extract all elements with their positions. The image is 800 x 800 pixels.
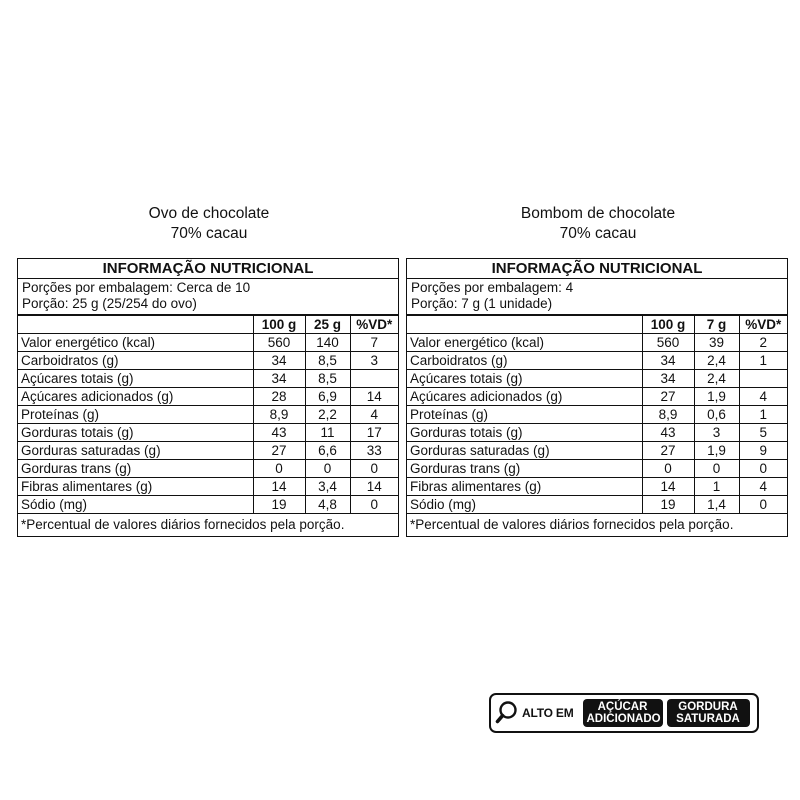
row-value-vd: 14 xyxy=(350,478,398,496)
table-row xyxy=(18,388,398,406)
row-label: Valor energético (kcal) xyxy=(18,334,253,352)
table-row xyxy=(407,406,787,424)
portion-line: Porção: 25 g (25/254 do ovo) xyxy=(22,296,197,311)
row-value-vd: 1 xyxy=(739,406,787,424)
row-label: Gorduras saturadas (g) xyxy=(407,442,642,460)
high-in-warning-seal xyxy=(489,693,759,733)
nutrition-panel xyxy=(406,258,788,537)
row-value-portion: 6,9 xyxy=(305,388,350,406)
row-label: Proteínas (g) xyxy=(407,406,642,424)
row-value-portion: 1,4 xyxy=(694,496,739,514)
table-row xyxy=(407,496,787,514)
seal-added-sugar-box xyxy=(583,699,663,727)
row-value-vd: 0 xyxy=(350,496,398,514)
seal-box1-line1: AÇÚCAR xyxy=(597,701,648,713)
row-label: Valor energético (kcal) xyxy=(407,334,642,352)
row-value-portion: 1,9 xyxy=(694,442,739,460)
row-value-100g: 14 xyxy=(253,478,305,496)
table-row xyxy=(18,406,398,424)
row-value-vd: 17 xyxy=(350,424,398,442)
table-row xyxy=(407,478,787,496)
row-value-100g: 34 xyxy=(642,352,694,370)
row-value-portion: 4,8 xyxy=(305,496,350,514)
row-label: Açúcares adicionados (g) xyxy=(18,388,253,406)
row-value-portion: 2,2 xyxy=(305,406,350,424)
row-value-portion: 39 xyxy=(694,334,739,352)
row-label: Açúcares adicionados (g) xyxy=(407,388,642,406)
row-value-vd: 1 xyxy=(739,352,787,370)
row-value-vd: 3 xyxy=(350,352,398,370)
row-value-vd: 4 xyxy=(739,478,787,496)
row-value-vd: 4 xyxy=(739,388,787,406)
row-value-100g: 19 xyxy=(253,496,305,514)
header-blank xyxy=(18,316,253,334)
table-row xyxy=(18,352,398,370)
header-portion: 25 g xyxy=(305,316,350,334)
seal-box1-line2: ADICIONADO xyxy=(586,713,661,725)
footnote: *Percentual de valores diários fornecidos pela porção. xyxy=(18,513,398,536)
table-header-row xyxy=(18,316,398,334)
product-title-line2: 70% cacau xyxy=(170,225,248,242)
row-value-portion: 6,6 xyxy=(305,442,350,460)
row-label: Proteínas (g) xyxy=(18,406,253,424)
row-label: Gorduras trans (g) xyxy=(407,460,642,478)
panel-title: INFORMAÇÃO NUTRICIONAL xyxy=(407,259,787,279)
row-value-vd: 7 xyxy=(350,334,398,352)
seal-box2-line2: SATURADA xyxy=(676,713,740,725)
row-value-vd: 0 xyxy=(739,460,787,478)
header-portion: 7 g xyxy=(694,316,739,334)
row-value-vd: 9 xyxy=(739,442,787,460)
row-value-100g: 43 xyxy=(642,424,694,442)
row-value-vd xyxy=(739,370,787,388)
product-title-line1: Bombom de chocolate xyxy=(520,205,676,222)
product-title-line1: Ovo de chocolate xyxy=(148,205,270,222)
row-value-vd: 4 xyxy=(350,406,398,424)
row-label: Gorduras totais (g) xyxy=(18,424,253,442)
magnifier-icon xyxy=(495,700,519,726)
row-value-100g: 34 xyxy=(642,370,694,388)
row-value-100g: 43 xyxy=(253,424,305,442)
row-label: Gorduras saturadas (g) xyxy=(18,442,253,460)
serving-info xyxy=(407,279,787,315)
table-row xyxy=(18,496,398,514)
row-label: Carboidratos (g) xyxy=(407,352,642,370)
product-title xyxy=(406,204,790,244)
nutrition-table xyxy=(18,315,398,513)
header-blank xyxy=(407,316,642,334)
header-vd: %VD* xyxy=(739,316,787,334)
row-label: Sódio (mg) xyxy=(18,496,253,514)
row-value-100g: 28 xyxy=(253,388,305,406)
row-label: Fibras alimentares (g) xyxy=(407,478,642,496)
row-value-vd: 5 xyxy=(739,424,787,442)
table-row xyxy=(18,334,398,352)
row-label: Açúcares totais (g) xyxy=(18,370,253,388)
table-row xyxy=(407,352,787,370)
row-value-portion: 3,4 xyxy=(305,478,350,496)
row-value-vd xyxy=(350,370,398,388)
row-value-100g: 27 xyxy=(642,442,694,460)
table-row xyxy=(18,442,398,460)
row-value-portion: 8,5 xyxy=(305,352,350,370)
row-label: Carboidratos (g) xyxy=(18,352,253,370)
table-row xyxy=(18,478,398,496)
row-value-portion: 1 xyxy=(694,478,739,496)
row-label: Fibras alimentares (g) xyxy=(18,478,253,496)
row-value-portion: 2,4 xyxy=(694,352,739,370)
row-value-100g: 27 xyxy=(642,388,694,406)
seal-saturated-fat-box xyxy=(667,699,750,727)
row-value-100g: 14 xyxy=(642,478,694,496)
row-value-100g: 8,9 xyxy=(253,406,305,424)
row-value-vd: 0 xyxy=(739,496,787,514)
row-label: Sódio (mg) xyxy=(407,496,642,514)
row-value-100g: 34 xyxy=(253,370,305,388)
row-value-portion: 2,4 xyxy=(694,370,739,388)
row-value-100g: 0 xyxy=(642,460,694,478)
row-value-vd: 0 xyxy=(350,460,398,478)
row-value-100g: 0 xyxy=(253,460,305,478)
footnote: *Percentual de valores diários fornecidos pela porção. xyxy=(407,513,787,536)
nutrition-panel xyxy=(17,258,399,537)
row-value-vd: 33 xyxy=(350,442,398,460)
row-value-100g: 34 xyxy=(253,352,305,370)
product-title xyxy=(17,204,401,244)
row-label: Açúcares totais (g) xyxy=(407,370,642,388)
table-row xyxy=(407,442,787,460)
header-100g: 100 g xyxy=(253,316,305,334)
table-row xyxy=(407,370,787,388)
row-value-portion: 0 xyxy=(694,460,739,478)
table-row xyxy=(18,370,398,388)
product-bombom xyxy=(406,204,790,537)
row-value-portion: 0,6 xyxy=(694,406,739,424)
row-label: Gorduras totais (g) xyxy=(407,424,642,442)
row-value-portion: 1,9 xyxy=(694,388,739,406)
row-value-portion: 8,5 xyxy=(305,370,350,388)
panel-title: INFORMAÇÃO NUTRICIONAL xyxy=(18,259,398,279)
table-row xyxy=(407,334,787,352)
row-value-100g: 27 xyxy=(253,442,305,460)
portion-line: Porção: 7 g (1 unidade) xyxy=(411,296,553,311)
table-row xyxy=(407,460,787,478)
row-value-100g: 19 xyxy=(642,496,694,514)
product-title-line2: 70% cacau xyxy=(559,225,637,242)
table-header-row xyxy=(407,316,787,334)
nutrition-table xyxy=(407,315,787,513)
servings-line: Porções por embalagem: Cerca de 10 xyxy=(22,280,251,295)
table-row xyxy=(18,424,398,442)
row-value-portion: 0 xyxy=(305,460,350,478)
seal-alto-em-label: ALTO EM xyxy=(522,706,574,720)
row-label: Gorduras trans (g) xyxy=(18,460,253,478)
row-value-vd: 2 xyxy=(739,334,787,352)
servings-line: Porções por embalagem: 4 xyxy=(411,280,574,295)
row-value-100g: 8,9 xyxy=(642,406,694,424)
header-100g: 100 g xyxy=(642,316,694,334)
row-value-100g: 560 xyxy=(253,334,305,352)
row-value-portion: 140 xyxy=(305,334,350,352)
row-value-100g: 560 xyxy=(642,334,694,352)
seal-box2-line1: GORDURA xyxy=(678,701,738,713)
row-value-portion: 3 xyxy=(694,424,739,442)
header-vd: %VD* xyxy=(350,316,398,334)
row-value-vd: 14 xyxy=(350,388,398,406)
serving-info xyxy=(18,279,398,315)
table-row xyxy=(407,388,787,406)
row-value-portion: 11 xyxy=(305,424,350,442)
product-ovo xyxy=(17,204,401,537)
table-row xyxy=(18,460,398,478)
table-row xyxy=(407,424,787,442)
